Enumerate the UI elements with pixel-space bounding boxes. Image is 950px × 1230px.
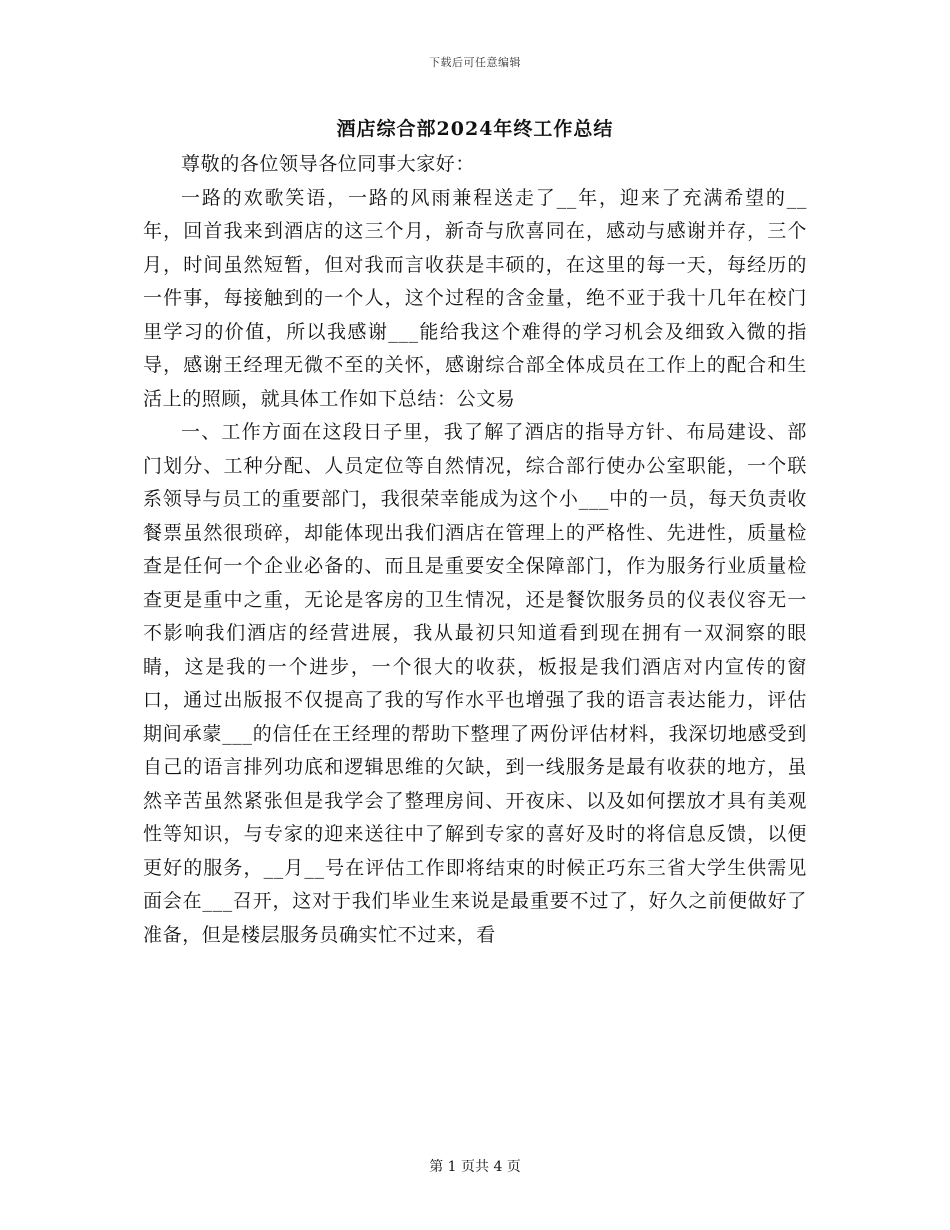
document-body — [143, 148, 807, 952]
header-note: 下载后可任意编辑 — [429, 56, 521, 69]
paragraph-greeting: 尊敬的各位领导各位同事大家好： — [181, 153, 476, 175]
paragraph-intro: 一路的欢歌笑语，一路的风雨兼程送走了__年，迎来了充满希望的__年，回首我来到酒店的这三个月，新奇与欣喜同在，感动与感谢并存，三个月，时间虽然短暂，但对我而言收获是丰硕的，在这里的每一天，每经历的一件事，每接触到的一个人，这个过程的含金量，绝不亚于我十几年在校门里学习的价值，所以我感谢___能给我这个难得的学习机会及细致入微的指导，感谢王经理无微不至的关怀，感谢综合部全体成员在工作上的配合和生活上的照顾，就具体工作如下总结：公文易 — [143, 186, 807, 410]
page-number: 第 1 页共 4 页 — [429, 1159, 521, 1175]
paragraph-work: 一、工作方面在这段日子里，我了解了酒店的指导方针、布局建设、部门划分、工种分配、人员定位等自然情况，综合部行使办公室职能，一个联系领导与员工的重要部门，我很荣幸能成为这个小___中的一员，每天负责收餐票虽然很琐碎，却能体现出我们酒店在管理上的严格性、先进性，质量检查是任何一个企业必备的、而且是重要安全保障部门，作为服务行业质量检查更是重中之重，无论是客房的卫生情况，还是餐饮服务员的仪表仪容无一不影响我们酒店的经营进展，我从最初只知道看到现在拥有一双洞察的眼睛，这是我的一个进步，一个很大的收获，板报是我们酒店对内宣传的窗口，通过出版报不仅提高了我的写作水平也增强了我的语言表达能力，评估期间承蒙___的信任在王经理的帮助下整理了两份评估材料，我深切地感受到自己的语言排列功底和逻辑思维的欠缺，到一线服务是最有收获的地方，虽然辛苦虽然紧张但是我学会了整理房间、开夜床、以及如何摆放才具有美观性等知识，与专家的迎来送往中了解到专家的喜好及时的将信息反馈，以便更好的服务，__月__号在评估工作即将结束的时候正巧东三省大学生供需见面会在___召开，这对于我们毕业生来说是最重要不过了，好久之前便做好了准备，但是楼层服务员确实忙不过来，看 — [143, 421, 807, 946]
document-title: 酒店综合部2024年终工作总结 — [336, 118, 614, 140]
